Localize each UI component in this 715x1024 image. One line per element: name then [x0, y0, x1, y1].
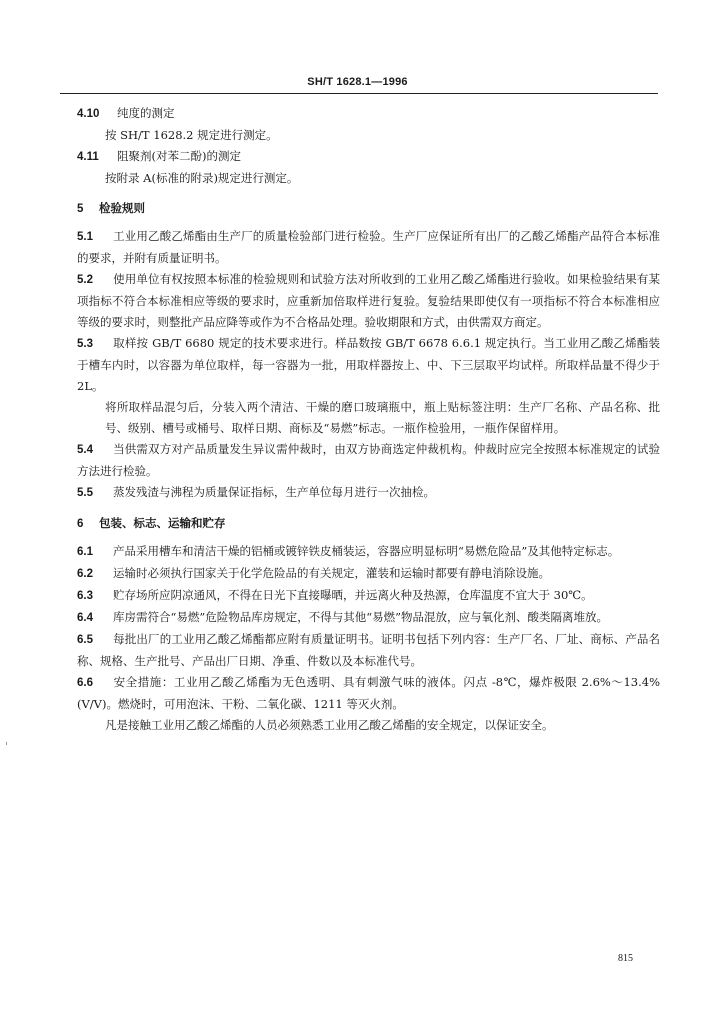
- standard-code-header: SH/T 1628.1—1996: [307, 76, 408, 88]
- clause-6-6: [77, 672, 660, 715]
- clause-text: 取样按 GB/T 6680 规定的技术要求进行。样品数按 GB/T 6678 6.6.1 规定执行。当工业用乙酸乙烯酯装于槽车内时，以容器为单位取样，每一容器为一批，用取样器按上、中、下三层取平均试样。所取样品量不得少于 2L。: [77, 336, 660, 393]
- clause-text: 当供需双方对产品质量发生异议需仲裁时，由双方协商选定仲裁机构。仲裁时应完全按照本标准规定的试验方法进行检验。: [77, 442, 660, 478]
- section-number: 5: [77, 203, 84, 215]
- header-rule: [60, 93, 658, 94]
- clause-4-10-body: 按 SH/T 1628.2 规定进行测定。: [105, 128, 278, 142]
- clause-text: 贮存场所应阴凉通风，不得在日光下直接曝晒，并远离火种及热源，仓库温度不宜大于 30℃。: [113, 588, 593, 602]
- clause-number: 5.4: [77, 444, 93, 456]
- clause-5-4: [77, 439, 660, 482]
- clause-6-1: [77, 541, 660, 563]
- clause-5-3: [77, 333, 660, 397]
- scan-speck: [6, 742, 7, 745]
- clause-title: 纯度的测定: [117, 106, 175, 120]
- clause-4-11-body: 按附录 A(标准的附录)规定进行测定。: [105, 171, 299, 185]
- clause-5-3-continuation: [77, 397, 660, 439]
- clause-text: 将所取样品混匀后，分装入两个清洁、干燥的磨口玻璃瓶中，瓶上贴标签注明：生产厂名称、产品名称、批号、级别、槽号或桶号、取样日期、商标及“易燃”标志。一瓶作检验用，一瓶作保留样用。: [105, 400, 660, 435]
- clause-6-6-continuation: [77, 715, 660, 736]
- clause-number: 5.5: [77, 487, 93, 499]
- section-title: 检验规则: [99, 203, 145, 215]
- clause-number: 4.11: [77, 151, 99, 163]
- clause-number: 5.2: [77, 274, 93, 286]
- clause-number: 6.2: [77, 568, 93, 580]
- clause-title: 阻聚剂(对苯二酚)的测定: [117, 149, 241, 163]
- document-body: [77, 103, 660, 736]
- clause-number: 6.3: [77, 590, 93, 602]
- clause-4-11-heading: [77, 146, 660, 168]
- clause-text: 凡是接触工业用乙酸乙烯酯的人员必须熟悉工业用乙酸乙烯酯的安全规定，以保证安全。: [105, 718, 554, 732]
- clause-text: 库房需符合“易燃”危险物品库房规定，不得与其他“易燃”物品混放，应与氧化剂、酸类隔离堆放。: [113, 610, 609, 624]
- clause-6-2: [77, 563, 660, 585]
- clause-6-3: [77, 585, 660, 607]
- clause-number: 6.6: [77, 677, 93, 689]
- clause-5-2: [77, 269, 660, 333]
- clause-4-10-heading: [77, 103, 660, 125]
- clause-text: 使用单位有权按照本标准的检验规则和试验方法对所收到的工业用乙酸乙烯酯进行验收。如果检验结果有某项指标不符合本标准相应等级的要求时，应重新加倍取样进行复验。复验结果即使仅有一项指标不符合本标准相应等级的要求时，则整批产品应降等或作为不合格品处理。验收期限和方式，由供需双方商定。: [77, 272, 660, 329]
- clause-number: 5.1: [77, 231, 93, 243]
- clause-5-5: [77, 482, 660, 504]
- section-number: 6: [77, 518, 84, 530]
- clause-number: 6.1: [77, 546, 93, 558]
- clause-number: 6.5: [77, 634, 93, 646]
- clause-5-1: [77, 226, 660, 269]
- clause-text: 产品采用槽车和清洁干燥的铝桶或镀锌铁皮桶装运，容器应明显标明“易燃危险品”及其他特定标志。: [113, 544, 620, 558]
- clause-text: 蒸发残渣与沸程为质量保证指标，生产单位每月进行一次抽检。: [113, 485, 435, 499]
- clause-number: 6.4: [77, 612, 93, 624]
- clause-number: 4.10: [77, 108, 100, 120]
- section-5-heading: [77, 199, 660, 220]
- page-number: 815: [618, 953, 633, 964]
- section-title: 包装、标志、运输和贮存: [99, 518, 226, 530]
- clause-text: 工业用乙酸乙烯酯由生产厂的质量检验部门进行检验。生产厂应保证所有出厂的乙酸乙烯酯产品符合本标准的要求，并附有质量证明书。: [77, 229, 660, 265]
- clause-6-4: [77, 607, 660, 629]
- clause-text: 每批出厂的工业用乙酸乙烯酯都应附有质量证明书。证明书包括下列内容：生产厂名、厂址、商标、产品名称、规格、生产批号、产品出厂日期、净重、件数以及本标准代号。: [77, 632, 660, 668]
- clause-6-5: [77, 629, 660, 672]
- clause-text: 运输时必须执行国家关于化学危险品的有关规定，灌装和运输时都要有静电消除设施。: [113, 566, 550, 580]
- clause-number: 5.3: [77, 338, 93, 350]
- clause-text: 安全措施：工业用乙酸乙烯酯为无色透明、具有刺激气味的液体。闪点 -8℃，爆炸极限 2.6%～13.4%(V/V)。燃烧时，可用泡沫、干粉、二氧化碳、1211 等灭火剂。: [77, 675, 660, 711]
- section-6-heading: [77, 514, 660, 535]
